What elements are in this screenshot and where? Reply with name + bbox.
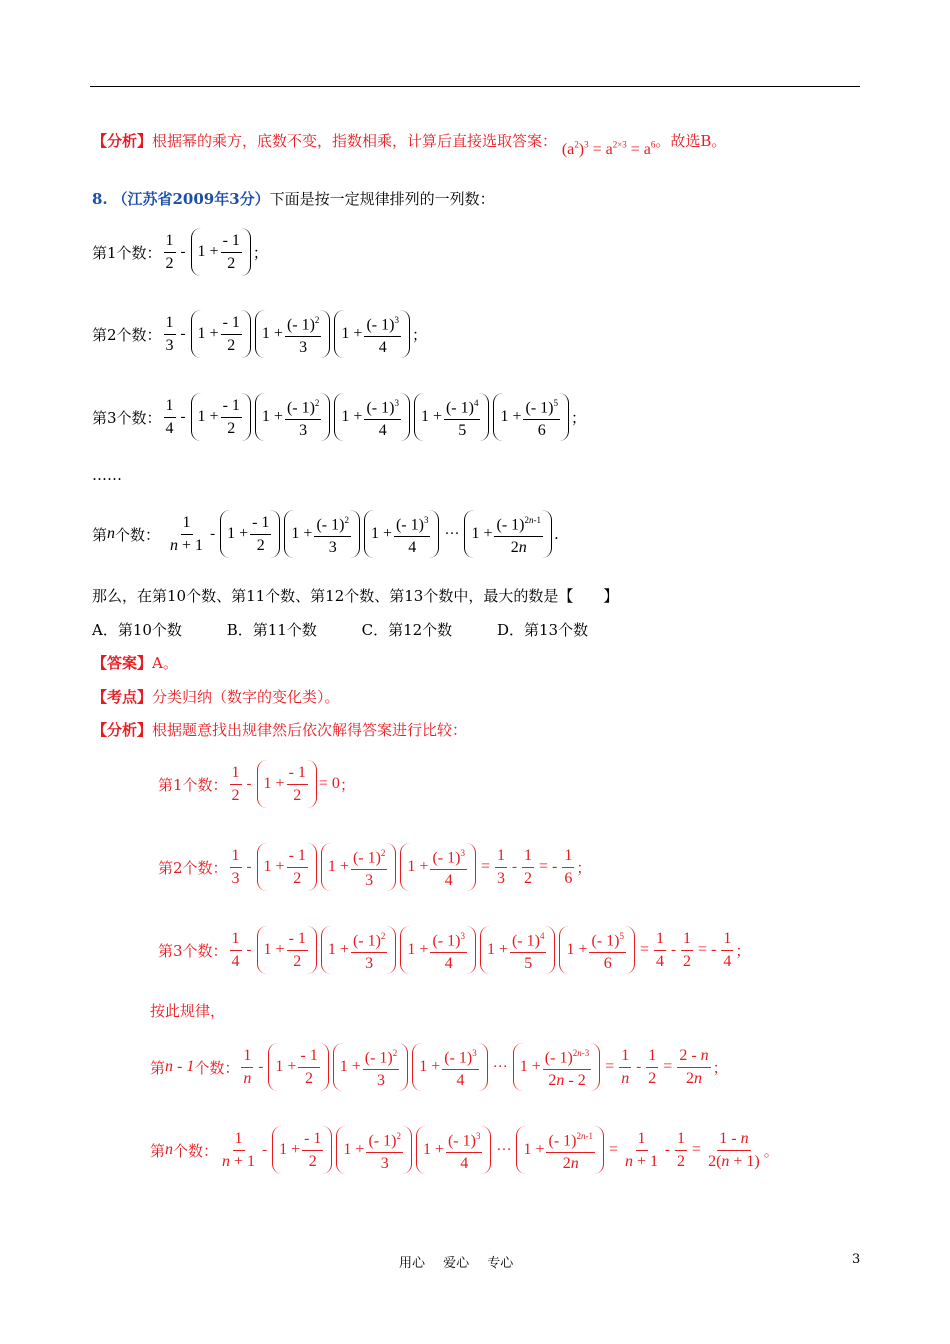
row-label-n: n — [165, 1141, 174, 1158]
answer-tag: 【答案】 — [92, 654, 153, 672]
point-text: 分类归纳（数字的变化类）。 — [152, 688, 340, 706]
choices — [92, 619, 628, 640]
header-rule — [90, 86, 860, 87]
row-label: 第2个数： — [158, 858, 228, 877]
row-label-pre: 第 — [92, 525, 108, 544]
row-label-post: 个数： — [173, 1141, 219, 1160]
row-label: 第3个数： — [92, 408, 162, 427]
page-number: 3 — [852, 1252, 861, 1267]
analysis-end: 。故选B。 — [655, 132, 727, 150]
sequence-row-n: 第 n 个数： $\frac{1}{n + 1}$ - 1 + $\frac{- 1}{2}$ 1 + $\frac{(- 1)^2}{3}$ 1 + $\frac{(- 1)^3}{4}$ ··· 1 + $\frac{(- 1)^{2n-1}}{2n}$ . — [92, 510, 559, 558]
solution-row-3: 第3个数： $\frac{1}{4}$ - 1 + $\frac{- 1}{2}$ 1 + $\frac{(- 1)^2}{3}$ 1 + $\frac{(- 1)^3}{4}$ 1 + $\frac{(- 1)^4}{5}$ 1 + $\frac{(- 1)^5}{6}$ = $\frac{1}{4}$ - $\frac{1}{2}$ = - $\frac{1}{4}$ ； — [158, 926, 750, 974]
analysis-2 — [92, 719, 467, 740]
row-label: 第1个数： — [92, 243, 162, 262]
rule-text: 按此规律， — [150, 1002, 226, 1020]
question-source: （江苏省2009年3分） — [112, 190, 270, 208]
row-label-post: 个数： — [115, 525, 161, 544]
row-label-pre: 第 — [150, 1141, 166, 1160]
question-prompt: 那么，在第10个数、第11个数、第12个数、第13个数中，最大的数是【 】 — [92, 587, 619, 605]
answer — [92, 652, 178, 673]
solution-row-2: 第2个数： $\frac{1}{3}$ - 1 + $\frac{- 1}{2}$ 1 + $\frac{(- 1)^2}{3}$ 1 + $\frac{(- 1)^3}{4}$ = $\frac{1}{3}$ - $\frac{1}{2}$ = - $\frac{1}{6}$ ； — [158, 843, 591, 891]
power-formula: $(a^2)^3 = a^{2\times 3} = a^6$ — [561, 139, 656, 158]
point-tag: 【考点】 — [92, 688, 153, 706]
analysis-tag: 【分析】 — [92, 132, 153, 150]
question-intro: 下面是按一定规律排列的一列数： — [269, 190, 495, 208]
choice-d: D．第13个数 — [496, 621, 589, 639]
ellipsis: …… — [92, 466, 122, 484]
analysis-text: 根据幂的乘方，底数不变，指数相乘，计算后直接选取答案： — [152, 132, 558, 150]
choice-c: C．第12个数 — [361, 621, 453, 639]
solution-row-1: 第1个数： $\frac{1}{2}$ - 1 + $\frac{- 1}{2}$ = 0 ； — [158, 760, 355, 808]
question-header — [92, 188, 495, 209]
row-label-post: 个数： — [194, 1058, 240, 1077]
row-label-pre: 第 — [150, 1058, 166, 1077]
analysis-text: 根据题意找出规律然后依次解得答案进行比较： — [152, 721, 468, 739]
analysis-1 — [92, 130, 727, 158]
row-label-n: n - 1 — [165, 1058, 195, 1075]
row-label: 第1个数： — [158, 775, 228, 794]
solution-row-n-minus-1: 第 n - 1 个数： $\frac{1}{n}$ - 1 + $\frac{- 1}{2}$ 1 + $\frac{(- 1)^2}{3}$ 1 + $\frac{(- 1)^3}{4}$ ··· 1 + $\frac{(- 1)^{2n-3}}{2n - 2}$ = $\frac{1}{n}$ - $\frac{1}{2}$ = $\frac{2 - n}{2n}$ ； — [150, 1043, 728, 1091]
row-label: 第2个数： — [92, 325, 162, 344]
analysis-tag: 【分析】 — [92, 721, 153, 739]
solution-row-n: 第 n 个数： $\frac{1}{n + 1}$ - 1 + $\frac{- 1}{2}$ 1 + $\frac{(- 1)^2}{3}$ 1 + $\frac{(- 1)^3}{4}$ ··· 1 + $\frac{(- 1)^{2n-1}}{2n}$ = $\frac{1}{n + 1}$ - $\frac{1}{2}$ = $\frac{1 - n}{2(n + 1)}$ 。 — [150, 1126, 779, 1174]
sequence-row-2: 第2个数： $\frac{1}{3}$ - 1 + $\frac{- 1}{2}$ 1 + $\frac{(- 1)^2}{3}$ 1 + $\frac{(- 1)^3}{4}$ ； — [92, 310, 427, 358]
row-label-n: n — [107, 525, 116, 542]
choice-a: A．第10个数 — [92, 621, 182, 639]
answer-text: A。 — [152, 654, 178, 672]
choice-b: B．第11个数 — [226, 621, 317, 639]
sequence-row-3: 第3个数： $\frac{1}{4}$ - 1 + $\frac{- 1}{2}$ 1 + $\frac{(- 1)^2}{3}$ 1 + $\frac{(- 1)^3}{4}$ 1 + $\frac{(- 1)^4}{5}$ 1 + $\frac{(- 1)^5}{6}$ ； — [92, 393, 586, 441]
question-number: 8. — [92, 190, 108, 208]
row-label: 第3个数： — [158, 941, 228, 960]
sequence-row-1: 第1个数： $\frac{1}{2}$ - 1 + $\frac{- 1}{2}$ ； — [92, 228, 268, 276]
footer-text: 用心 爱心 专心 — [399, 1256, 514, 1271]
key-point — [92, 686, 340, 707]
